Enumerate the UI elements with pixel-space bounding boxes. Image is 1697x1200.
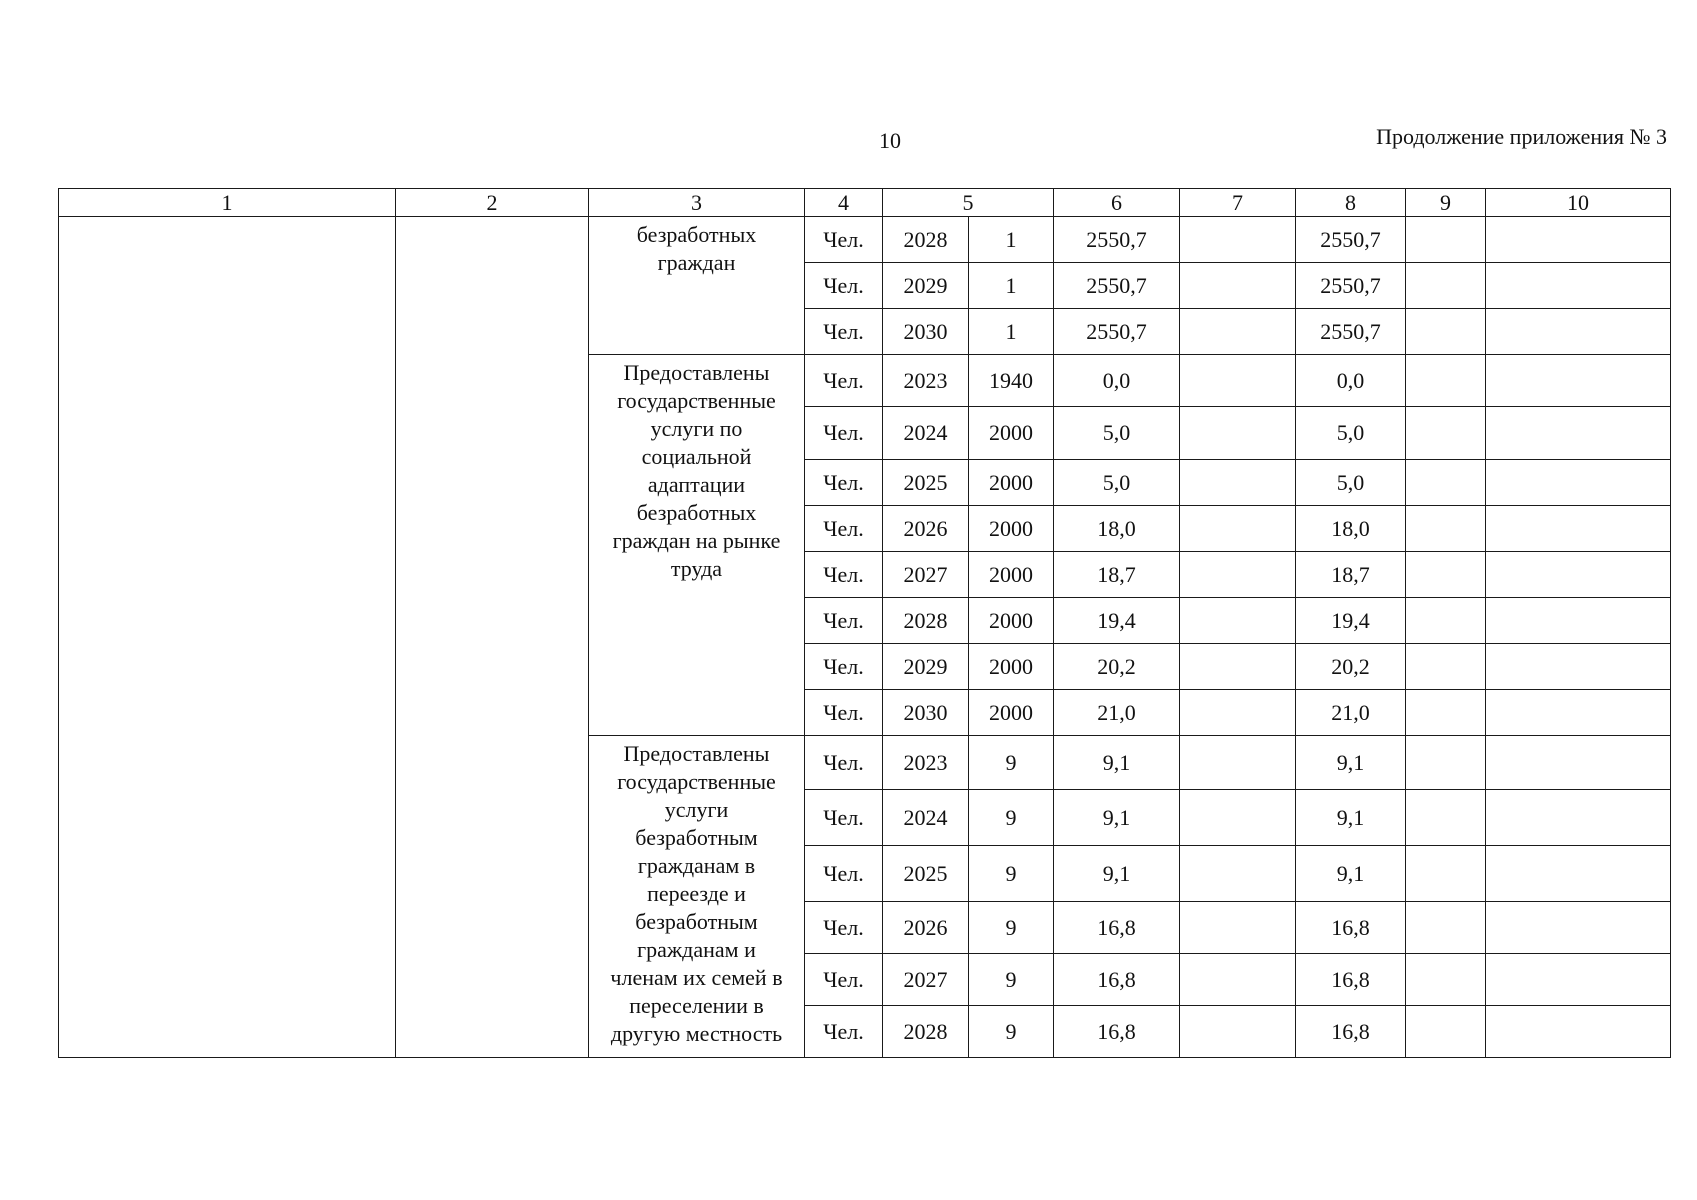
cell-col8: 0,0 (1296, 355, 1406, 407)
cell-col10 (1486, 309, 1671, 355)
indicator-description: безработных граждан (589, 217, 805, 355)
cell-col8: 2550,7 (1296, 263, 1406, 309)
cell-col7 (1180, 263, 1296, 309)
column-header-8: 8 (1296, 189, 1406, 217)
cell-col7 (1180, 460, 1296, 506)
cell-unit: Чел. (805, 902, 883, 954)
cell-col10 (1486, 263, 1671, 309)
cell-value: 9 (969, 902, 1054, 954)
cell-col10 (1486, 552, 1671, 598)
cell-year: 2023 (883, 355, 969, 407)
cell-col9 (1406, 355, 1486, 407)
cell-unit: Чел. (805, 954, 883, 1006)
column-header-9: 9 (1406, 189, 1486, 217)
cell-col8: 5,0 (1296, 407, 1406, 460)
cell-col10 (1486, 1006, 1671, 1058)
cell-col7 (1180, 598, 1296, 644)
column-header-6: 6 (1054, 189, 1180, 217)
cell-col9 (1406, 263, 1486, 309)
cell-col7 (1180, 552, 1296, 598)
cell-value: 1940 (969, 355, 1054, 407)
cell-col10 (1486, 644, 1671, 690)
cell-col7 (1180, 309, 1296, 355)
cell-col8: 16,8 (1296, 1006, 1406, 1058)
cell-col8: 19,4 (1296, 598, 1406, 644)
cell-value: 2000 (969, 552, 1054, 598)
cell-col7 (1180, 736, 1296, 790)
cell-col8: 9,1 (1296, 846, 1406, 902)
cell-col10 (1486, 736, 1671, 790)
cell-col6: 19,4 (1054, 598, 1180, 644)
cell-col8: 2550,7 (1296, 217, 1406, 263)
table-row (59, 217, 1671, 263)
cell-col10 (1486, 690, 1671, 736)
cell-col9 (1406, 736, 1486, 790)
cell-col7 (1180, 846, 1296, 902)
cell-col6: 9,1 (1054, 846, 1180, 902)
column-header-5: 5 (883, 189, 1054, 217)
cell-value: 9 (969, 954, 1054, 1006)
cell-col6: 16,8 (1054, 1006, 1180, 1058)
appendix-continuation-note: Продолжение приложения № 3 (1376, 124, 1667, 149)
cell-unit: Чел. (805, 644, 883, 690)
cell-year: 2024 (883, 790, 969, 846)
cell-col10 (1486, 954, 1671, 1006)
cell-col6: 0,0 (1054, 355, 1180, 407)
cell-unit: Чел. (805, 1006, 883, 1058)
cell-col6: 16,8 (1054, 954, 1180, 1006)
cell-value: 9 (969, 1006, 1054, 1058)
cell-col9 (1406, 954, 1486, 1006)
indicators-table (58, 188, 1671, 1058)
cell-col7 (1180, 954, 1296, 1006)
indicator-description: Предоставлены государственные услуги безработным гражданам в переезде и безработным гражданам и членам их семей в переселении в другую местность (589, 736, 805, 1058)
cell-unit: Чел. (805, 355, 883, 407)
cell-col9 (1406, 902, 1486, 954)
cell-year: 2028 (883, 217, 969, 263)
cell-col9 (1406, 644, 1486, 690)
cell-col6: 18,7 (1054, 552, 1180, 598)
cell-unit: Чел. (805, 690, 883, 736)
cell-year: 2025 (883, 846, 969, 902)
cell-value: 2000 (969, 506, 1054, 552)
cell-year: 2028 (883, 1006, 969, 1058)
cell-col6: 2550,7 (1054, 309, 1180, 355)
cell-col8: 20,2 (1296, 644, 1406, 690)
cell-unit: Чел. (805, 460, 883, 506)
cell-col6: 5,0 (1054, 407, 1180, 460)
cell-col10 (1486, 217, 1671, 263)
cell-col7 (1180, 690, 1296, 736)
cell-value: 9 (969, 846, 1054, 902)
cell-year: 2029 (883, 263, 969, 309)
column-number-row (59, 189, 1671, 217)
column-header-7: 7 (1180, 189, 1296, 217)
cell-value: 2000 (969, 598, 1054, 644)
cell-unit: Чел. (805, 552, 883, 598)
cell-unit: Чел. (805, 736, 883, 790)
table-body (59, 217, 1671, 1058)
cell-col9 (1406, 309, 1486, 355)
cell-year: 2030 (883, 309, 969, 355)
cell-value: 1 (969, 217, 1054, 263)
cell-col7 (1180, 644, 1296, 690)
column-header-1: 1 (59, 189, 396, 217)
cell-unit: Чел. (805, 506, 883, 552)
cell-value: 1 (969, 309, 1054, 355)
cell-year: 2026 (883, 506, 969, 552)
cell-col10 (1486, 598, 1671, 644)
blank-cell-col1 (59, 217, 396, 1058)
cell-col8: 5,0 (1296, 460, 1406, 506)
cell-value: 2000 (969, 407, 1054, 460)
cell-col9 (1406, 217, 1486, 263)
cell-col6: 20,2 (1054, 644, 1180, 690)
cell-col6: 2550,7 (1054, 217, 1180, 263)
cell-unit: Чел. (805, 598, 883, 644)
cell-col8: 9,1 (1296, 790, 1406, 846)
cell-value: 9 (969, 736, 1054, 790)
cell-col10 (1486, 506, 1671, 552)
cell-col7 (1180, 506, 1296, 552)
cell-col8: 18,7 (1296, 552, 1406, 598)
cell-year: 2030 (883, 690, 969, 736)
cell-col7 (1180, 355, 1296, 407)
cell-year: 2027 (883, 552, 969, 598)
cell-year: 2029 (883, 644, 969, 690)
cell-col8: 16,8 (1296, 902, 1406, 954)
cell-col10 (1486, 355, 1671, 407)
cell-col9 (1406, 1006, 1486, 1058)
cell-col10 (1486, 790, 1671, 846)
cell-col8: 16,8 (1296, 954, 1406, 1006)
cell-value: 2000 (969, 690, 1054, 736)
column-header-4: 4 (805, 189, 883, 217)
cell-unit: Чел. (805, 217, 883, 263)
cell-unit: Чел. (805, 790, 883, 846)
cell-value: 2000 (969, 644, 1054, 690)
cell-col9 (1406, 846, 1486, 902)
cell-value: 1 (969, 263, 1054, 309)
cell-unit: Чел. (805, 309, 883, 355)
cell-col10 (1486, 902, 1671, 954)
cell-col10 (1486, 407, 1671, 460)
cell-year: 2026 (883, 902, 969, 954)
cell-col9 (1406, 407, 1486, 460)
cell-col6: 18,0 (1054, 506, 1180, 552)
cell-col6: 5,0 (1054, 460, 1180, 506)
cell-year: 2025 (883, 460, 969, 506)
cell-year: 2028 (883, 598, 969, 644)
cell-value: 9 (969, 790, 1054, 846)
cell-year: 2023 (883, 736, 969, 790)
cell-col9 (1406, 690, 1486, 736)
cell-col6: 2550,7 (1054, 263, 1180, 309)
cell-col7 (1180, 407, 1296, 460)
column-header-2: 2 (396, 189, 589, 217)
cell-col8: 9,1 (1296, 736, 1406, 790)
cell-col7 (1180, 902, 1296, 954)
cell-col6: 16,8 (1054, 902, 1180, 954)
cell-col9 (1406, 790, 1486, 846)
blank-cell-col2 (396, 217, 589, 1058)
cell-col9 (1406, 460, 1486, 506)
cell-unit: Чел. (805, 407, 883, 460)
cell-col9 (1406, 552, 1486, 598)
cell-year: 2024 (883, 407, 969, 460)
cell-col10 (1486, 460, 1671, 506)
cell-unit: Чел. (805, 263, 883, 309)
cell-value: 2000 (969, 460, 1054, 506)
cell-col6: 9,1 (1054, 736, 1180, 790)
column-header-10: 10 (1486, 189, 1671, 217)
cell-col6: 21,0 (1054, 690, 1180, 736)
cell-col8: 18,0 (1296, 506, 1406, 552)
cell-col7 (1180, 217, 1296, 263)
cell-col9 (1406, 506, 1486, 552)
cell-col10 (1486, 846, 1671, 902)
cell-year: 2027 (883, 954, 969, 1006)
cell-col7 (1180, 1006, 1296, 1058)
cell-col9 (1406, 598, 1486, 644)
cell-col7 (1180, 790, 1296, 846)
page-number: 10 (879, 128, 901, 153)
column-header-3: 3 (589, 189, 805, 217)
cell-col8: 21,0 (1296, 690, 1406, 736)
indicator-description: Предоставлены государственные услуги по социальной адаптации безработных граждан на рынке труда (589, 355, 805, 736)
cell-unit: Чел. (805, 846, 883, 902)
cell-col8: 2550,7 (1296, 309, 1406, 355)
cell-col6: 9,1 (1054, 790, 1180, 846)
